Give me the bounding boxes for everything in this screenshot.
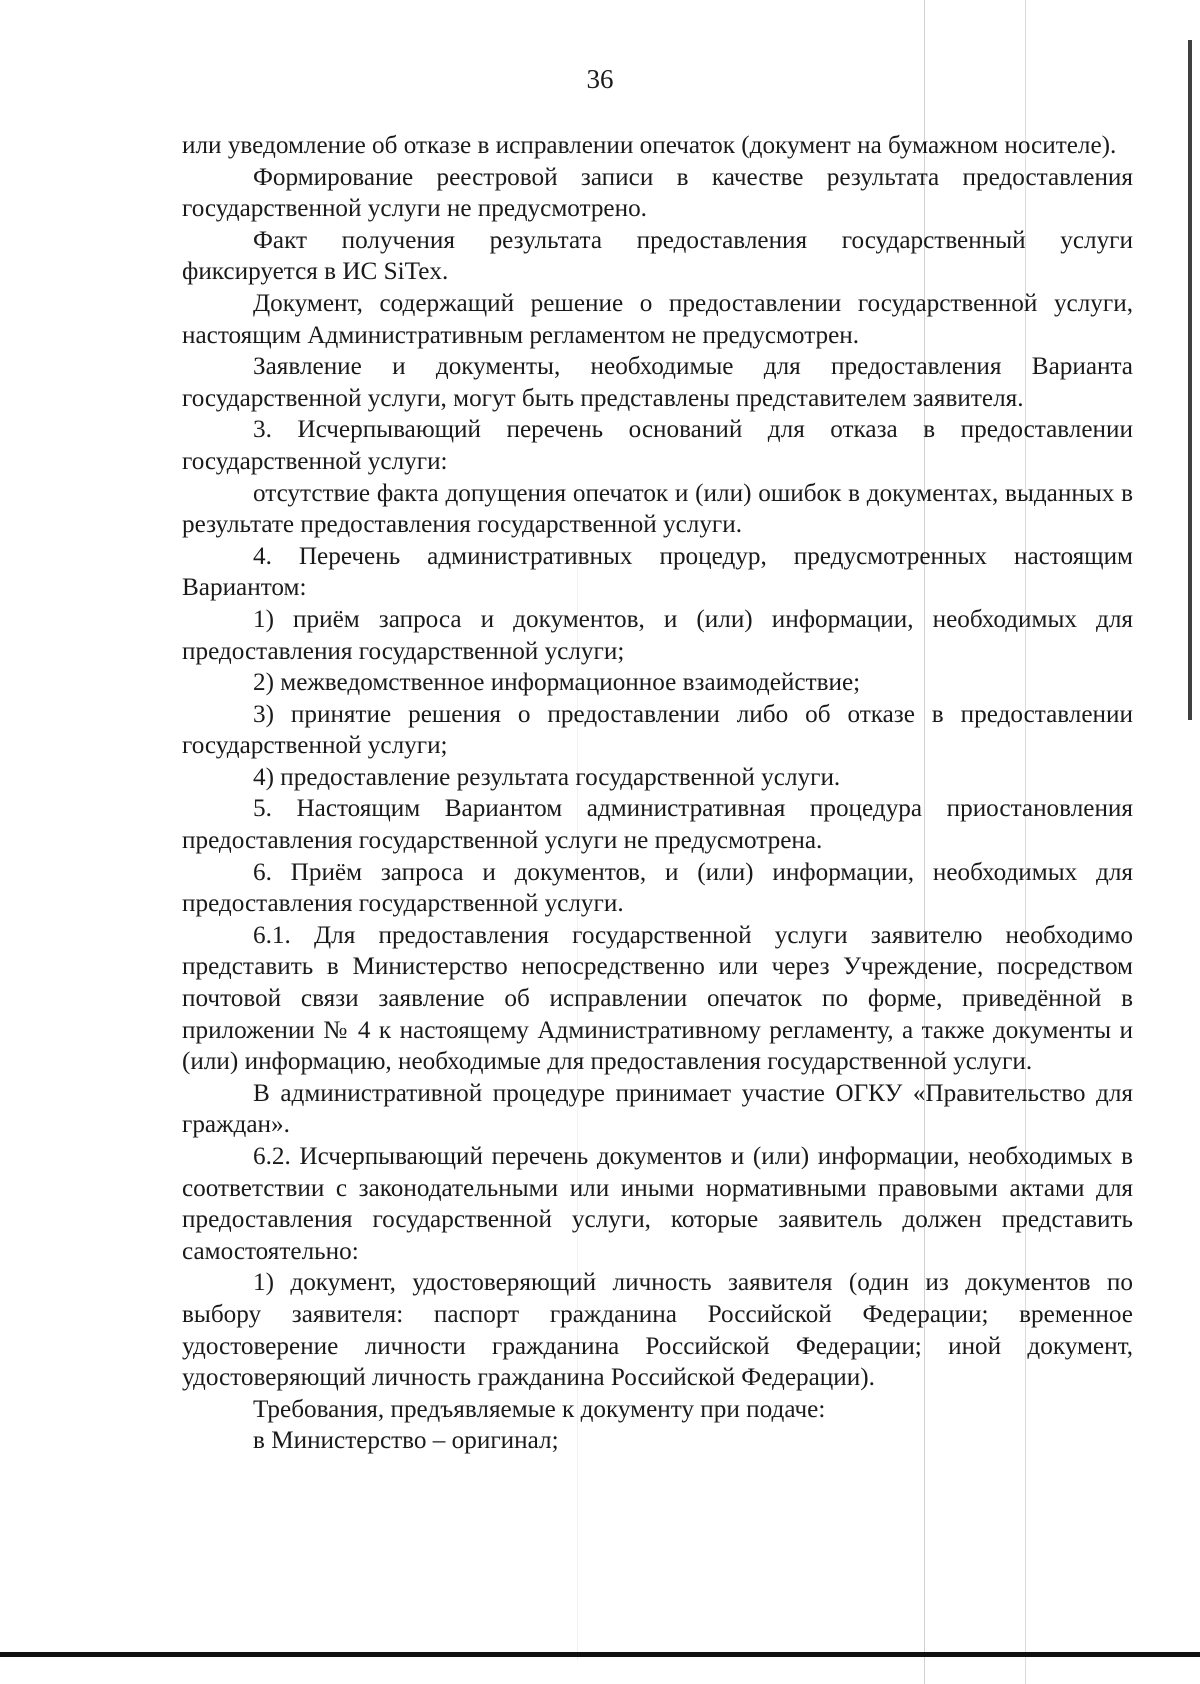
paragraph-representative: Заявление и документы, необходимые для предоставления Варианта государственной услуги, могут быть представлены представителем заявителя. bbox=[182, 353, 1133, 412]
paragraph-refusal-ground: отсутствие факта допущения опечаток и (или) ошибок в документах, выданных в результате предоставления государственной услуги. bbox=[182, 479, 1133, 539]
page-number: 36 bbox=[586, 64, 614, 94]
list-item-procedure-1: 1) приём запроса и документов, и (или) информации, необходимых для предоставления государственной услуги; bbox=[182, 605, 1133, 665]
paragraph-section-6: 6. Приём запроса и документов, и (или) информации, необходимых для предоставления государственной услуги. bbox=[182, 858, 1133, 918]
paragraph-requirements: Требования, предъявляемые к документу при подаче: bbox=[253, 1395, 826, 1423]
paragraph-continuation: или уведомление об отказе в исправлении опечаток (документ на бумажном носителе). bbox=[182, 132, 1117, 159]
paragraph-registry-record: Формирование реестровой записи в качестве результата предоставления государственной услуги не предусмотрено. bbox=[182, 163, 1133, 223]
paragraph-ministry-original: в Министерство – оригинал; bbox=[253, 1427, 559, 1455]
list-item-procedure-3: 3) принятие решения о предоставлении либо об отказе в предоставлении государственной услуги; bbox=[182, 700, 1133, 760]
paragraph-participant: В административной процедуре принимает участие ОГКУ «Правительство для граждан». bbox=[182, 1079, 1133, 1139]
scan-edge-right bbox=[1188, 40, 1192, 720]
paragraph-section-4: 4. Перечень административных процедур, предусмотренных настоящим Вариантом: bbox=[182, 542, 1133, 602]
list-item-identity-document: 1) документ, удостоверяющий личность заявителя (один из документов по выбору заявителя: паспорт гражданина Российской Федерации; временное удостоверение личности гражданина Российской Федерации; иной документ, удостоверяющий личность гражданина Российской Федерации). bbox=[182, 1269, 1133, 1392]
paragraph-section-3: 3. Исчерпывающий перечень оснований для отказа в предоставлении государственной услуги: bbox=[182, 416, 1133, 475]
paragraph-section-6-2: 6.2. Исчерпывающий перечень документов и (или) информации, необходимых в соответствии с законодательными или иными нормативными правовыми актами для предоставления государственной услуги, которые заявитель должен представить самостоятельно: bbox=[182, 1143, 1133, 1265]
list-item-procedure-2: 2) межведомственное информационное взаимодействие; bbox=[253, 669, 861, 697]
document-body bbox=[182, 130, 1133, 1457]
list-item-procedure-4: 4) предоставление результата государственной услуги. bbox=[253, 763, 841, 791]
paragraph-section-5: 5. Настоящим Вариантом административная процедура приостановления предоставления государственной услуги не предусмотрена. bbox=[182, 795, 1133, 855]
paragraph-section-6-1: 6.1. Для предоставления государственной услуги заявителю необходимо представить в Министерство непосредственно или через Учреждение, посредством почтовой связи заявление об исправлении опечаток по форме, приведённой в приложении № 4 к настоящему Административному регламенту, а также документы и (или) информацию, необходимые для предоставления государственной услуги. bbox=[182, 921, 1133, 1076]
paragraph-result-fixation: Факт получения результата предоставления государственный услуги фиксируется в ИС SiTex. bbox=[182, 226, 1133, 286]
scan-edge-bottom bbox=[0, 1652, 1200, 1657]
paragraph-decision-document: Документ, содержащий решение о предоставлении государственной услуги, настоящим Административным регламентом не предусмотрен. bbox=[182, 289, 1133, 349]
